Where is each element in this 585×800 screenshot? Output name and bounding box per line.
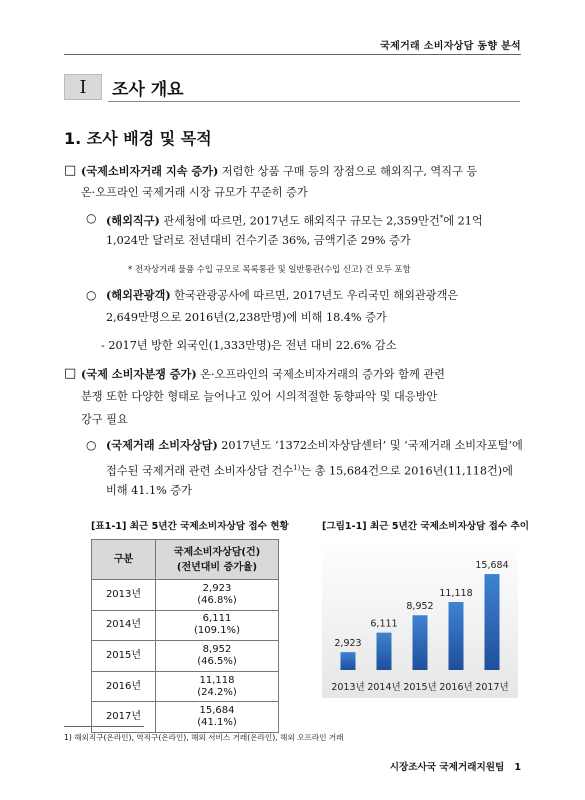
section-title: 1. 조사 배경 및 목적 — [64, 129, 212, 148]
table-cell-value: 8,952 (46.5%) — [156, 641, 279, 672]
footer-department: 시장조사국 국제거래지원팀 — [389, 762, 505, 773]
table-caption: [표1-1] 최근 5년간 국제소비자상담 접수 현황 — [91, 521, 289, 532]
paragraph-1a-line-2: 1,024만 달러로 전년대비 건수기준 36%, 금액기준 29% 증가 — [106, 234, 411, 247]
paragraph-1-line-2: 온·오프라인 국제거래 시장 규모가 꾸준히 증가 — [81, 186, 308, 199]
chart-data-label: 15,684 — [475, 560, 509, 572]
table-header-year: 구분 — [92, 540, 156, 580]
chart-category-label: 2017년 — [475, 682, 509, 693]
paragraph-2-line-2: 분쟁 또한 다양한 형태로 늘어나고 있어 시의적절한 동향파악 및 대응방안 — [81, 390, 438, 403]
paragraph-1a-note: * 전자상거래 물품 수입 규모로 목록통관 및 일반통관(수입 신고) 건 모두 포함 — [128, 264, 411, 274]
chart-bar — [449, 602, 464, 670]
table-row — [92, 641, 279, 672]
bar-chart — [322, 538, 518, 698]
paragraph-2-line-1: (국제 소비자분쟁 증가) 온·오프라인의 국제소비자거래의 증가와 함께 관련 — [81, 367, 445, 381]
square-bullet: □ — [64, 163, 77, 178]
paragraph-1a-lead: (해외직구) — [106, 213, 160, 228]
table-cell-year: 2015년 — [92, 641, 156, 672]
chart-category-label: 2013년 — [331, 682, 365, 693]
table-row — [92, 702, 279, 733]
table-cell-value: 15,684 (41.1%) — [156, 702, 279, 733]
chapter-title: 조사 개요 — [112, 80, 184, 100]
table-cell-value: 6,111 (109.1%) — [156, 610, 279, 641]
table-header-value: 국제소비자상담(건) (전년대비 증가율) — [156, 540, 279, 580]
circle-bullet: ○ — [86, 211, 97, 225]
chart-data-label: 8,952 — [406, 601, 434, 613]
footnote: 1) 해외직구(온라인), 역직구(온라인), 해외 서비스 거래(온라인), 해외 오프라인 거래 — [64, 733, 344, 742]
bar-chart-svg — [322, 538, 518, 698]
figure-caption: [그림1-1] 최근 5년간 국제소비자상담 접수 추이 — [322, 521, 530, 532]
paragraph-2a-line-1: (국제거래 소비자상담) 2017년도 ‘1372소비자상담센터’ 및 ‘국제거래 소비자포털’에 — [106, 438, 523, 452]
chart-category-label: 2016년 — [439, 682, 473, 693]
paragraph-1a-line-1: (해외직구) 관세청에 따르면, 2017년도 해외직구 규모는 2,359만건*에 21억 — [106, 213, 483, 228]
paragraph-1b-lead: (해외관광객) — [106, 288, 171, 302]
table-cell-value: 2,923 (46.8%) — [156, 580, 279, 611]
paragraph-1-line-1: (국제소비자거래 지속 증가) 저렴한 상품 구매 등의 장점으로 해외직구, 역직구 등 — [81, 164, 478, 178]
paragraph-2a-line-3: 비해 41.1% 증가 — [106, 484, 192, 497]
table-cell-year: 2013년 — [92, 580, 156, 611]
chart-bar — [377, 633, 392, 670]
chart-category-label: 2015년 — [403, 682, 437, 693]
table-row — [92, 671, 279, 702]
paragraph-2a-lead: (국제거래 소비자상담) — [106, 438, 218, 452]
consultation-table — [91, 539, 279, 733]
chapter-number: Ⅰ — [64, 74, 102, 100]
chapter-rule — [108, 101, 520, 102]
paragraph-1b-line-1: (해외관광객) 한국관광공사에 따르면, 2017년도 우리국민 해외관광객은 — [106, 288, 459, 302]
circle-bullet: ○ — [86, 438, 97, 452]
chart-data-label: 11,118 — [439, 587, 473, 599]
table-header-row — [92, 540, 279, 580]
running-header: 국제거래 소비자상담 동향 분석 — [380, 41, 521, 52]
chart-data-label: 6,111 — [370, 618, 398, 630]
table-cell-year: 2014년 — [92, 610, 156, 641]
table-row — [92, 610, 279, 641]
paragraph-1b-dash: - 2017년 방한 외국인(1,333만명)은 전년 대비 22.6% 감소 — [101, 339, 397, 352]
table-cell-year: 2017년 — [92, 702, 156, 733]
running-footer — [390, 759, 521, 773]
table-cell-year: 2016년 — [92, 671, 156, 702]
paragraph-1b-line-2: 2,649만명으로 2016년(2,238만명)에 비해 18.4% 증가 — [106, 311, 387, 324]
paragraph-2-lead: (국제 소비자분쟁 증가) — [81, 367, 197, 381]
chart-bar — [413, 615, 428, 670]
paragraph-2-line-3: 강구 필요 — [81, 413, 128, 426]
chart-bar — [485, 574, 500, 670]
table-row — [92, 580, 279, 611]
table-cell-value: 11,118 (24.2%) — [156, 671, 279, 702]
circle-bullet: ○ — [86, 288, 97, 302]
chart-bar — [341, 652, 356, 670]
chart-data-label: 2,923 — [334, 638, 362, 650]
footnote-rule — [64, 726, 144, 727]
square-bullet: □ — [64, 366, 77, 381]
chapter-heading — [64, 74, 520, 102]
chart-category-label: 2014년 — [367, 682, 401, 693]
page-number: 1 — [514, 762, 521, 773]
paragraph-1-lead: (국제소비자거래 지속 증가) — [81, 164, 219, 178]
header-rule — [64, 54, 521, 55]
paragraph-2a-line-2: 접수된 국제거래 관련 소비자상담 건수$^{1)}$는 총 15,684건으로 2016년(11,118건)에 — [106, 464, 513, 478]
